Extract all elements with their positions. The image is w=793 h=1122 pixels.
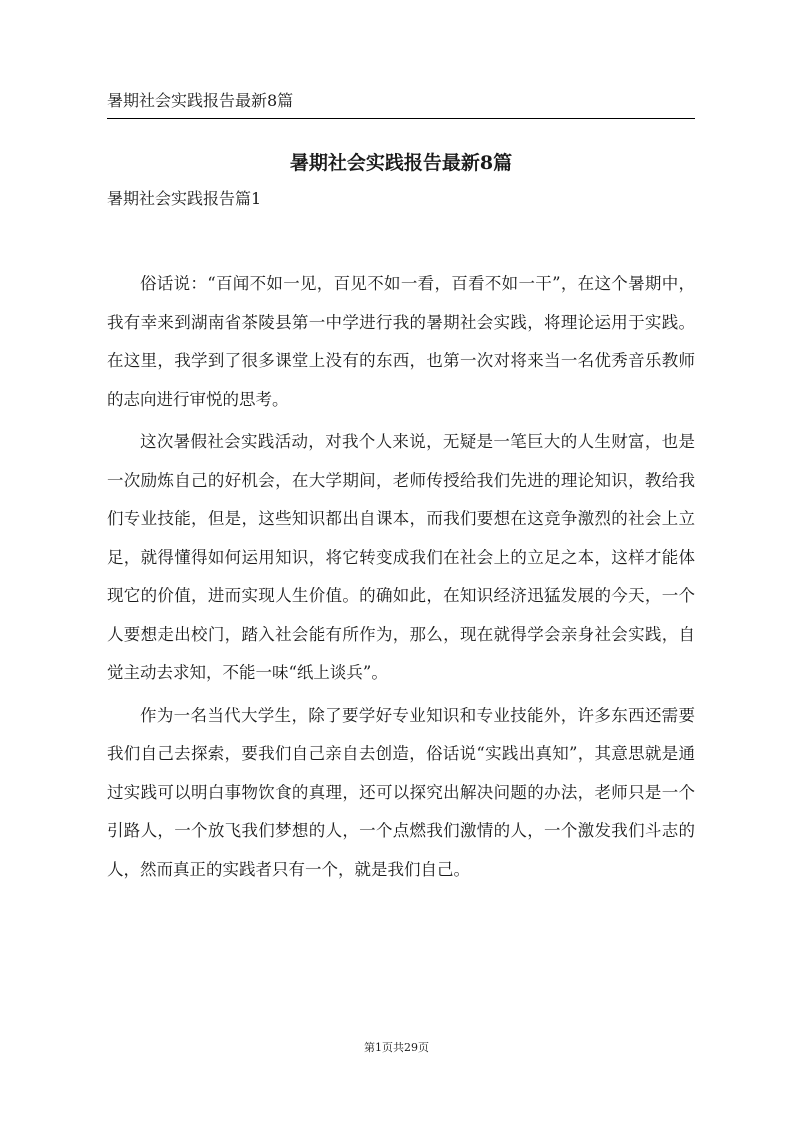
running-header: 暑期社会实践报告最新8篇 [107,88,695,119]
body-text [107,265,695,893]
paragraph-2: 这次暑假社会实践活动，对我个人来说，无疑是一笔巨大的人生财富，也是一次励炼自己的好机会，在大学期间，老师传授给我们先进的理论知识，教给我们专业技能，但是，这些知识都出自课本，而我们要想在这竞争激烈的社会上立足，就得懂得如何运用知识，将它转变成我们在社会上的立足之本，这样才能体现它的价值，进而实现人生价值。的确如此，在知识经济迅猛发展的今天，一个人要想走出校门，踏入社会能有所作为，那么，现在就得学会亲身社会实践，自觉主动去求知，不能一味“纸上谈兵”。 [107,432,695,682]
document-title: 暑期社会实践报告最新8篇 [289,152,513,174]
page-number: 第1页共29页 [364,1041,429,1054]
paragraph-1: 俗话说：“百闻不如一见，百见不如一看，百看不如一干”，在这个暑期中，我有幸来到湖南省茶陵县第一中学进行我的暑期社会实践，将理论运用于实践。在这里，我学到了很多课堂上没有的东西，也第一次对将来当一名优秀音乐教师的志向进行审悦的思考。 [107,274,695,409]
paragraph-3: 作为一名当代大学生，除了要学好专业知识和专业技能外，许多东西还需要我们自己去探索，要我们自己亲自去创造，俗话说“实践出真知”，其意思就是通过实践可以明白事物饮食的真理，还可以探究出解决问题的办法，老师只是一个引路人，一个放飞我们梦想的人，一个点燃我们激情的人，一个激发我们斗志的人，然而真正的实践者只有一个，就是我们自己。 [107,705,695,879]
section-heading: 暑期社会实践报告篇1 [107,189,262,208]
